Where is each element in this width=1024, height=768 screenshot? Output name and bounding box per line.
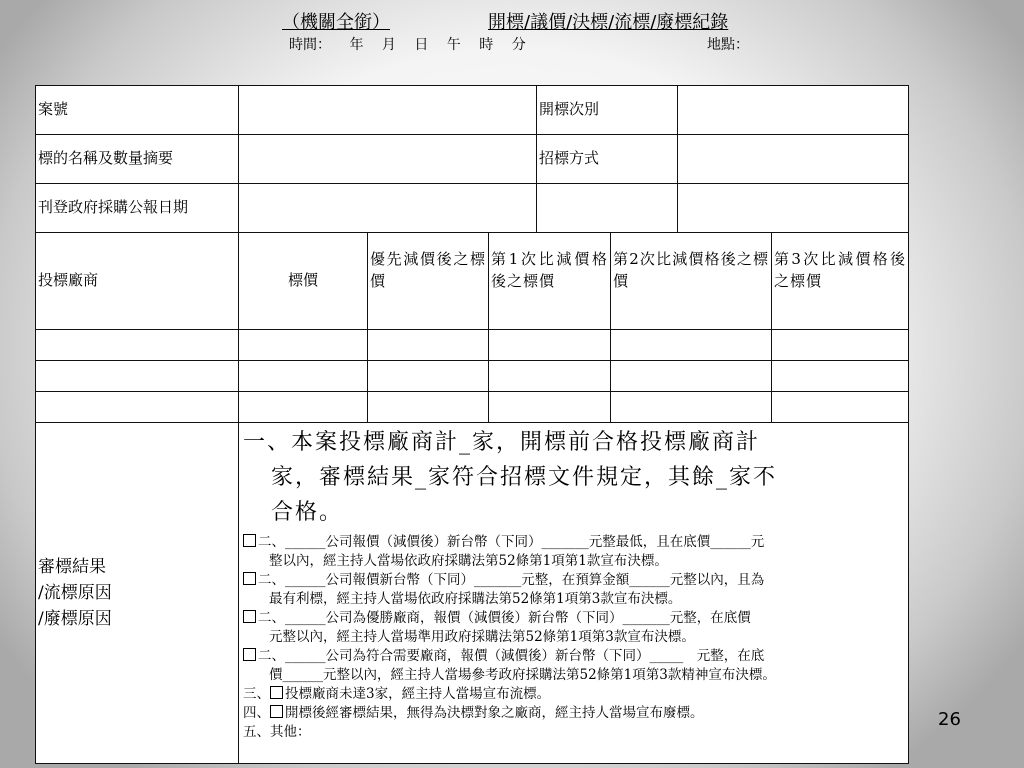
tender-method-field[interactable] (678, 135, 909, 184)
award-option-winner (243, 609, 904, 647)
statement-line: 家，審標結果_家符合招標文件規定，其餘_家不 (271, 465, 778, 490)
option-line: 最有利標，經主持人當場依政府採購法第52條第1項第3款宣布決標。 (269, 591, 682, 607)
case-number-field[interactable] (239, 86, 537, 135)
item-prefix: 三、 (243, 686, 270, 702)
round2-cell[interactable] (611, 330, 772, 361)
option-line: 開標後經審標結果，無得為決標對象之廠商，經主持人當場宣布廢標。 (285, 705, 704, 721)
priority-cell[interactable] (368, 361, 489, 392)
result-label-line: 審標結果 (38, 557, 106, 577)
gazette-date-label: 刊登政府採購公報日期 (36, 184, 239, 233)
case-number-label: 案號 (36, 86, 239, 135)
price-cell[interactable] (239, 361, 368, 392)
round2-cell[interactable] (611, 361, 772, 392)
page-number: 26 (938, 709, 961, 730)
checkbox-icon[interactable] (270, 686, 283, 699)
gazette-date-field-2[interactable] (537, 184, 678, 233)
result-label-line: /廢標原因 (38, 609, 112, 629)
time-field: 時間： 年 月 日 午 時 分 (289, 37, 526, 53)
place-field: 地點： (707, 37, 749, 53)
option-line: 二、______公司為優勝廠商，報價（減價後）新台幣（下同）_______元整，在底價 (258, 610, 751, 626)
option-line: 元整以內，經主持人當場準用政府採購法第52條第1項第3款宣布決標。 (269, 629, 695, 645)
tender-method-label: 招標方式 (537, 135, 678, 184)
bidder-cell[interactable] (36, 392, 239, 423)
bidder-label: 投標廠商 (36, 233, 239, 330)
round2-price-header: 第2次比減價格後之標價 (611, 233, 772, 330)
checkbox-icon[interactable] (243, 648, 256, 661)
result-label (36, 423, 239, 764)
round1-cell[interactable] (489, 361, 611, 392)
round1-cell[interactable] (489, 330, 611, 361)
round2-cell[interactable] (611, 392, 772, 423)
bidder-row (36, 361, 909, 392)
round1-price-header: 第1次比減價格後之標價 (489, 233, 611, 330)
gazette-date-row (36, 184, 909, 233)
option-line: 整以內，經主持人當場依政府採購法第52條第1項第1款宣布決標。 (269, 553, 668, 569)
other-remarks: 五、其他： (243, 724, 311, 740)
checkbox-icon[interactable] (243, 572, 256, 585)
price-cell[interactable] (239, 392, 368, 423)
round3-cell[interactable] (772, 330, 909, 361)
round3-cell[interactable] (772, 392, 909, 423)
bidder-cell[interactable] (36, 361, 239, 392)
bidder-header-row (36, 233, 909, 330)
option-line: 二、______公司報價（減價後）新台幣（下同）_______元整最低，且在底價______元 (258, 534, 765, 550)
record-title: 開標/議價/決標/流標/廢標紀錄 (488, 12, 729, 33)
gazette-date-field-3[interactable] (678, 184, 909, 233)
case-number-row (36, 86, 909, 135)
cancelled-tender-option (243, 704, 904, 723)
bidder-row (36, 392, 909, 423)
result-row (36, 423, 909, 764)
round1-cell[interactable] (489, 392, 611, 423)
document-subtitle (0, 34, 1024, 54)
result-content (239, 423, 909, 764)
option-line: 價______元整以內，經主持人當場參考政府採購法第52條第1項第3款精神宣布決標。 (269, 667, 776, 683)
checkbox-icon[interactable] (243, 610, 256, 623)
price-header: 標價 (239, 233, 368, 330)
option-line: 二、______公司報價新台幣（下同）_______元整，在預算金額______元整以內，且為 (258, 572, 765, 588)
failed-tender-option (243, 685, 904, 704)
result-label-line: /流標原因 (38, 583, 112, 603)
round3-price-header: 第3次比減價格後之標價 (772, 233, 909, 330)
option-line: 二、______公司為符合需要廠商，報價（減價後）新台幣（下同）_____ 元整，在底 (258, 648, 765, 664)
bidder-cell[interactable] (36, 330, 239, 361)
opening-round-label: 開標次別 (537, 86, 678, 135)
priority-cell[interactable] (368, 392, 489, 423)
award-option-lowest (243, 533, 904, 571)
agency-name: （機關全銜） (282, 12, 390, 33)
award-option-qualified (243, 647, 904, 685)
bidder-count-statement (243, 425, 904, 530)
subject-row (36, 135, 909, 184)
option-line: 投標廠商未達3家，經主持人當場宣布流標。 (285, 686, 551, 702)
price-cell[interactable] (239, 330, 368, 361)
opening-round-field[interactable] (678, 86, 909, 135)
priority-cell[interactable] (368, 330, 489, 361)
priority-reduced-price-header: 優先減價後之標價 (368, 233, 489, 330)
statement-line: 合格。 (271, 500, 344, 525)
subject-field[interactable] (239, 135, 537, 184)
document-title (0, 8, 1024, 32)
item-prefix: 四、 (243, 705, 270, 721)
record-form-table (35, 85, 909, 764)
bidder-row (36, 330, 909, 361)
round3-cell[interactable] (772, 361, 909, 392)
checkbox-icon[interactable] (243, 534, 256, 547)
gazette-date-field[interactable] (239, 184, 537, 233)
award-option-most-advantageous (243, 571, 904, 609)
subject-label: 標的名稱及數量摘要 (36, 135, 239, 184)
checkbox-icon[interactable] (270, 705, 283, 718)
statement-line: 一、本案投標廠商計_家，開標前合格投標廠商計 (243, 430, 761, 455)
